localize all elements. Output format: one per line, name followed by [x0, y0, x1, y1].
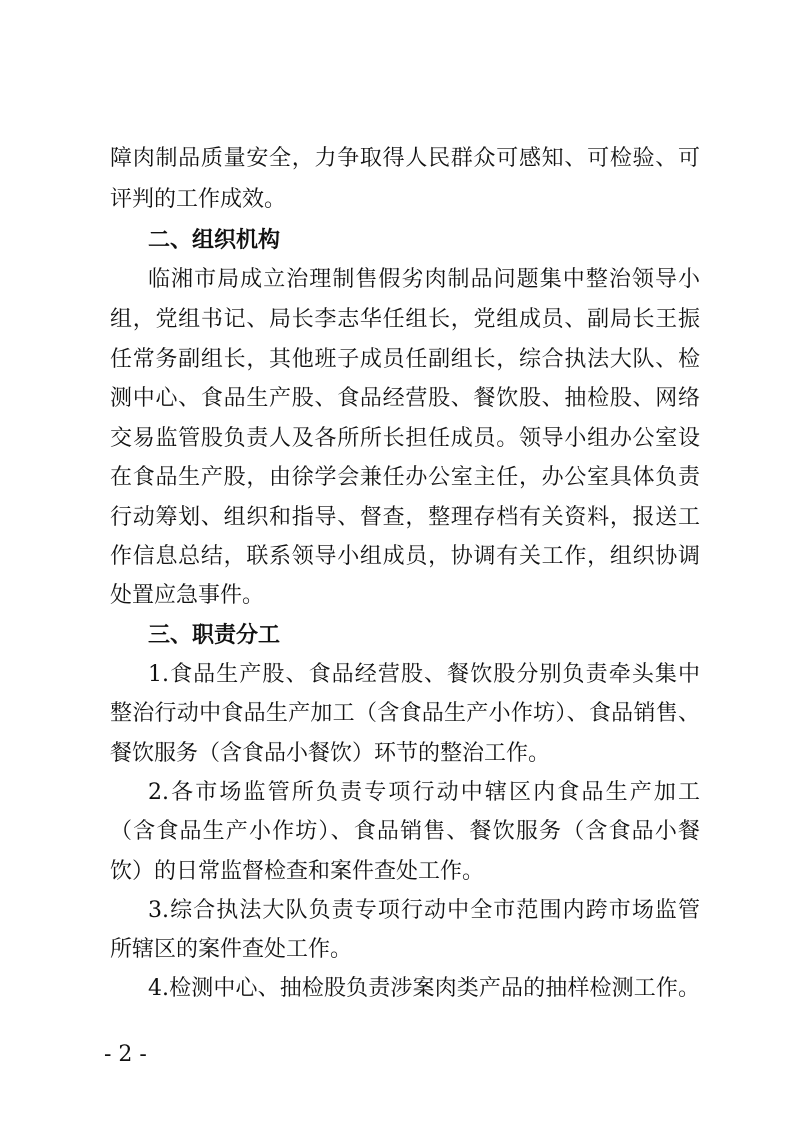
body-text-line: 行动筹划、组织和指导、督查，整理存档有关资料，报送工	[110, 505, 700, 530]
section-heading-organization: 二、组织机构	[148, 228, 281, 253]
list-item-text: 1.食品生产股、食品经营股、餐饮股分别负责牵头集中	[148, 662, 700, 687]
body-text-line: 处置应急事件。	[110, 583, 265, 608]
page-number: - 2 -	[104, 1042, 147, 1067]
body-text-line: 评判的工作成效。	[110, 187, 287, 212]
body-text-line: 测中心、食品生产股、食品经营股、餐饮股、抽检股、网络	[110, 386, 700, 411]
list-item-text: 饮）的日常监督检查和案件查处工作。	[110, 859, 485, 884]
list-item-text: 4.检测中心、抽检股负责涉案肉类产品的抽样检测工作。	[148, 976, 700, 1001]
list-item-text: （含食品生产小作坊）、食品销售、餐饮服务（含食品小餐	[110, 819, 700, 844]
body-text-line: 任常务副组长，其他班子成员任副组长，综合执法大队、检	[110, 347, 700, 372]
body-text-line: 临湘市局成立治理制售假劣肉制品问题集中整治领导小	[148, 267, 700, 292]
body-text-line: 在食品生产股，由徐学会兼任办公室主任，办公室具体负责	[110, 465, 700, 490]
list-item-text: 整治行动中食品生产加工（含食品生产小作坊）、食品销售、	[110, 701, 700, 726]
list-item-text: 3.综合执法大队负责专项行动中全市范围内跨市场监管	[148, 898, 700, 923]
body-text-line: 交易监管股负责人及各所所长担任成员。领导小组办公室设	[110, 426, 700, 451]
list-item-text: 所辖区的案件查处工作。	[110, 937, 353, 962]
body-text-line: 障肉制品质量安全，力争取得人民群众可感知、可检验、可	[110, 146, 700, 171]
body-text-line: 作信息总结，联系领导小组成员，协调有关工作，组织协调	[110, 544, 700, 569]
section-heading-responsibilities: 三、职责分工	[148, 623, 281, 648]
body-text-line: 组，党组书记、局长李志华任组长，党组成员、副局长王振	[110, 307, 700, 332]
list-item-text: 餐饮服务（含食品小餐饮）环节的整治工作。	[110, 741, 551, 766]
list-item-text: 2.各市场监管所负责专项行动中辖区内食品生产加工	[148, 780, 700, 805]
